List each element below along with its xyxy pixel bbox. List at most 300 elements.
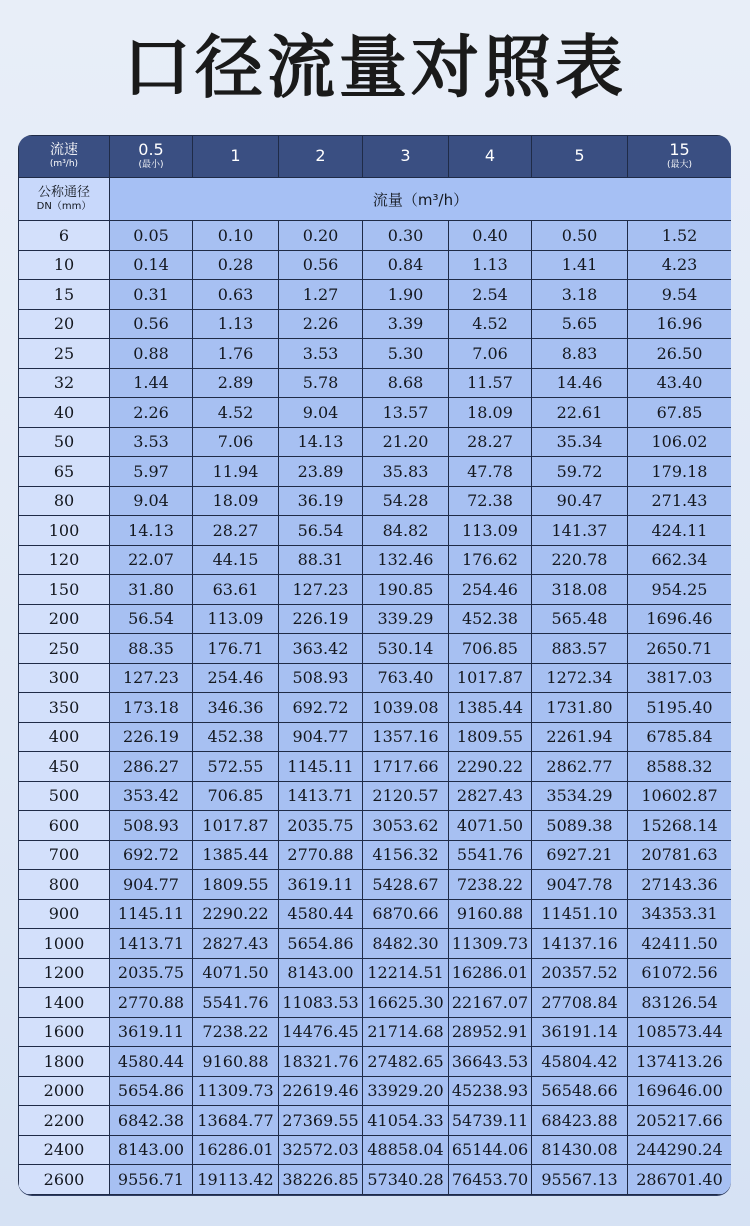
table-row — [19, 1106, 732, 1136]
speed-value: 1 — [230, 146, 241, 166]
table-row — [19, 634, 732, 664]
flow-table-container — [18, 135, 731, 1195]
speed-value: 3 — [400, 146, 411, 166]
flow-value-cell: 9.04 — [279, 398, 363, 428]
flow-value-cell: 11309.73 — [193, 1076, 279, 1106]
flow-value-cell: 4.23 — [628, 250, 732, 280]
flow-value-cell: 83126.54 — [628, 988, 732, 1018]
flow-value-cell: 8482.30 — [363, 929, 449, 959]
flow-value-cell: 6927.21 — [532, 840, 628, 870]
table-row — [19, 339, 732, 369]
flow-value-cell: 3.39 — [363, 309, 449, 339]
dn-cell: 700 — [19, 840, 110, 870]
flow-value-cell: 23.89 — [279, 457, 363, 487]
table-row — [19, 221, 732, 251]
flow-value-cell: 1.13 — [193, 309, 279, 339]
flow-value-cell: 14.46 — [532, 368, 628, 398]
flow-value-cell: 226.19 — [279, 604, 363, 634]
speed-value: 0.5 — [138, 140, 164, 160]
flow-value-cell: 1809.55 — [449, 722, 532, 752]
flow-value-cell: 28.27 — [193, 516, 279, 546]
table-row — [19, 929, 732, 959]
flow-value-cell: 176.62 — [449, 545, 532, 575]
flow-value-cell: 244290.24 — [628, 1135, 732, 1165]
flow-value-cell: 5.65 — [532, 309, 628, 339]
flow-value-cell: 3534.29 — [532, 781, 628, 811]
flow-value-cell: 706.85 — [449, 634, 532, 664]
table-row — [19, 752, 732, 782]
flow-value-cell: 3817.03 — [628, 663, 732, 693]
flow-value-cell: 141.37 — [532, 516, 628, 546]
dn-cell: 15 — [19, 280, 110, 310]
table-row — [19, 1165, 732, 1195]
flow-value-cell: 706.85 — [193, 781, 279, 811]
flow-value-cell: 84.82 — [363, 516, 449, 546]
flow-value-cell: 2035.75 — [279, 811, 363, 841]
flow-value-cell: 8588.32 — [628, 752, 732, 782]
dn-cell: 250 — [19, 634, 110, 664]
flow-value-cell: 4.52 — [449, 309, 532, 339]
flow-value-cell: 11309.73 — [449, 929, 532, 959]
dn-cell: 120 — [19, 545, 110, 575]
dn-cell: 20 — [19, 309, 110, 339]
flow-value-cell: 904.77 — [110, 870, 193, 900]
flow-value-cell: 1017.87 — [449, 663, 532, 693]
dn-cell: 80 — [19, 486, 110, 516]
flow-value-cell: 15268.14 — [628, 811, 732, 841]
dn-column-header — [19, 178, 110, 221]
flow-header: 流量（m³/h） — [110, 178, 732, 221]
flow-value-cell: 38226.85 — [279, 1165, 363, 1195]
flow-value-cell: 76453.70 — [449, 1165, 532, 1195]
flow-value-cell: 7238.22 — [449, 870, 532, 900]
dn-cell: 6 — [19, 221, 110, 251]
flow-value-cell: 36191.14 — [532, 1017, 628, 1047]
flow-value-cell: 27482.65 — [363, 1047, 449, 1077]
speed-column-header — [279, 136, 363, 178]
flow-value-cell: 56.54 — [110, 604, 193, 634]
dn-cell: 65 — [19, 457, 110, 487]
speed-header-row — [19, 136, 732, 178]
flow-value-cell: 13.57 — [363, 398, 449, 428]
flow-value-cell: 0.63 — [193, 280, 279, 310]
flow-value-cell: 1413.71 — [279, 781, 363, 811]
flow-value-cell: 127.23 — [279, 575, 363, 605]
flow-value-cell: 63.61 — [193, 575, 279, 605]
flow-value-cell: 4580.44 — [279, 899, 363, 929]
flow-value-cell: 14.13 — [110, 516, 193, 546]
flow-value-cell: 1145.11 — [110, 899, 193, 929]
speed-value: 4 — [484, 146, 496, 166]
dn-cell: 2000 — [19, 1076, 110, 1106]
speed-corner-header — [19, 136, 110, 178]
flow-value-cell: 1145.11 — [279, 752, 363, 782]
speed-column-header — [628, 136, 732, 178]
flow-value-cell: 692.72 — [110, 840, 193, 870]
dn-cell: 2600 — [19, 1165, 110, 1195]
flow-table — [18, 135, 731, 1195]
flow-value-cell: 54.28 — [363, 486, 449, 516]
table-row — [19, 663, 732, 693]
flow-value-cell: 0.50 — [532, 221, 628, 251]
flow-value-cell: 2035.75 — [110, 958, 193, 988]
flow-value-cell: 28952.91 — [449, 1017, 532, 1047]
flow-value-cell: 9160.88 — [193, 1047, 279, 1077]
dn-cell: 2200 — [19, 1106, 110, 1136]
flow-value-cell: 6785.84 — [628, 722, 732, 752]
dn-unit: DN（mm） — [36, 200, 92, 212]
table-row — [19, 1135, 732, 1165]
flow-value-cell: 28.27 — [449, 427, 532, 457]
flow-value-cell: 1385.44 — [193, 840, 279, 870]
flow-value-cell: 8.68 — [363, 368, 449, 398]
flow-value-cell: 19113.42 — [193, 1165, 279, 1195]
table-row — [19, 958, 732, 988]
flow-value-cell: 173.18 — [110, 693, 193, 723]
flow-value-cell: 0.20 — [279, 221, 363, 251]
flow-value-cell: 22619.46 — [279, 1076, 363, 1106]
flow-value-cell: 179.18 — [628, 457, 732, 487]
flow-value-cell: 59.72 — [532, 457, 628, 487]
flow-value-cell: 363.42 — [279, 634, 363, 664]
flow-value-cell: 90.47 — [532, 486, 628, 516]
flow-value-cell: 2.89 — [193, 368, 279, 398]
flow-value-cell: 32572.03 — [279, 1135, 363, 1165]
dn-label: 公称通径 — [37, 184, 90, 200]
flow-value-cell: 3.53 — [279, 339, 363, 369]
dn-cell: 150 — [19, 575, 110, 605]
dn-cell: 350 — [19, 693, 110, 723]
flow-value-cell: 5.97 — [110, 457, 193, 487]
flow-value-cell: 254.46 — [449, 575, 532, 605]
dn-cell: 1800 — [19, 1047, 110, 1077]
dn-cell: 32 — [19, 368, 110, 398]
flow-value-cell: 1.76 — [193, 339, 279, 369]
flow-value-cell: 5.78 — [279, 368, 363, 398]
flow-value-cell: 20357.52 — [532, 958, 628, 988]
flow-value-cell: 68423.88 — [532, 1106, 628, 1136]
flow-value-cell: 1.44 — [110, 368, 193, 398]
flow-value-cell: 42411.50 — [628, 929, 732, 959]
flow-value-cell: 95567.13 — [532, 1165, 628, 1195]
flow-value-cell: 2290.22 — [193, 899, 279, 929]
flow-value-cell: 18.09 — [449, 398, 532, 428]
flow-value-cell: 318.08 — [532, 575, 628, 605]
speed-corner-unit: (m³/h) — [49, 159, 79, 170]
flow-value-cell: 35.83 — [363, 457, 449, 487]
flow-value-cell: 1039.08 — [363, 693, 449, 723]
flow-value-cell: 27143.36 — [628, 870, 732, 900]
dn-cell: 1400 — [19, 988, 110, 1018]
flow-value-cell: 16.96 — [628, 309, 732, 339]
flow-value-cell: 1731.80 — [532, 693, 628, 723]
flow-value-cell: 48858.04 — [363, 1135, 449, 1165]
dn-cell: 600 — [19, 811, 110, 841]
table-row — [19, 722, 732, 752]
dn-cell: 300 — [19, 663, 110, 693]
flow-value-cell: 5089.38 — [532, 811, 628, 841]
table-row — [19, 1076, 732, 1106]
flow-value-cell: 339.29 — [363, 604, 449, 634]
flow-value-cell: 35.34 — [532, 427, 628, 457]
flow-value-cell: 36643.53 — [449, 1047, 532, 1077]
flow-value-cell: 108573.44 — [628, 1017, 732, 1047]
flow-value-cell: 5428.67 — [363, 870, 449, 900]
flow-value-cell: 0.88 — [110, 339, 193, 369]
flow-value-cell: 763.40 — [363, 663, 449, 693]
dn-cell: 2400 — [19, 1135, 110, 1165]
flow-value-cell: 0.31 — [110, 280, 193, 310]
flow-value-cell: 36.19 — [279, 486, 363, 516]
flow-value-cell: 56548.66 — [532, 1076, 628, 1106]
flow-value-cell: 2.26 — [110, 398, 193, 428]
flow-value-cell: 226.19 — [110, 722, 193, 752]
flow-value-cell: 1.41 — [532, 250, 628, 280]
flow-value-cell: 14137.16 — [532, 929, 628, 959]
speed-value: 2 — [315, 146, 326, 166]
label-header-row — [19, 178, 732, 221]
dn-cell: 800 — [19, 870, 110, 900]
table-row — [19, 1047, 732, 1077]
flow-value-cell: 883.57 — [532, 634, 628, 664]
flow-value-cell: 2650.71 — [628, 634, 732, 664]
table-row — [19, 693, 732, 723]
flow-value-cell: 346.36 — [193, 693, 279, 723]
table-row — [19, 840, 732, 870]
flow-value-cell: 41054.33 — [363, 1106, 449, 1136]
flow-value-cell: 4156.32 — [363, 840, 449, 870]
table-row — [19, 250, 732, 280]
flow-value-cell: 9160.88 — [449, 899, 532, 929]
flow-value-cell: 18321.76 — [279, 1047, 363, 1077]
flow-value-cell: 286.27 — [110, 752, 193, 782]
dn-cell: 500 — [19, 781, 110, 811]
dn-cell: 10 — [19, 250, 110, 280]
flow-value-cell: 662.34 — [628, 545, 732, 575]
flow-value-cell: 0.05 — [110, 221, 193, 251]
flow-value-cell: 137413.26 — [628, 1047, 732, 1077]
flow-value-cell: 5541.76 — [449, 840, 532, 870]
flow-value-cell: 8143.00 — [110, 1135, 193, 1165]
flow-value-cell: 0.56 — [110, 309, 193, 339]
flow-value-cell: 452.38 — [449, 604, 532, 634]
speed-column-header — [449, 136, 532, 178]
dn-cell: 1600 — [19, 1017, 110, 1047]
flow-value-cell: 1.52 — [628, 221, 732, 251]
dn-cell: 25 — [19, 339, 110, 369]
flow-value-cell: 5654.86 — [110, 1076, 193, 1106]
flow-value-cell: 176.71 — [193, 634, 279, 664]
flow-value-cell: 1809.55 — [193, 870, 279, 900]
flow-value-cell: 904.77 — [279, 722, 363, 752]
dn-cell: 1200 — [19, 958, 110, 988]
table-row — [19, 899, 732, 929]
flow-value-cell: 21.20 — [363, 427, 449, 457]
flow-value-cell: 2827.43 — [193, 929, 279, 959]
flow-value-cell: 132.46 — [363, 545, 449, 575]
flow-value-cell: 452.38 — [193, 722, 279, 752]
flow-value-cell: 565.48 — [532, 604, 628, 634]
flow-value-cell: 5195.40 — [628, 693, 732, 723]
flow-value-cell: 72.38 — [449, 486, 532, 516]
flow-value-cell: 2.26 — [279, 309, 363, 339]
flow-value-cell: 1.27 — [279, 280, 363, 310]
flow-value-cell: 45804.42 — [532, 1047, 628, 1077]
speed-column-header — [532, 136, 628, 178]
dn-cell: 40 — [19, 398, 110, 428]
flow-value-cell: 2770.88 — [279, 840, 363, 870]
speed-column-header — [363, 136, 449, 178]
flow-value-cell: 1272.34 — [532, 663, 628, 693]
table-row — [19, 1017, 732, 1047]
flow-value-cell: 7.06 — [193, 427, 279, 457]
flow-value-cell: 7.06 — [449, 339, 532, 369]
flow-value-cell: 6842.38 — [110, 1106, 193, 1136]
flow-value-cell: 61072.56 — [628, 958, 732, 988]
speed-value: 5 — [574, 146, 585, 166]
table-row — [19, 368, 732, 398]
flow-value-cell: 1413.71 — [110, 929, 193, 959]
flow-value-cell: 508.93 — [110, 811, 193, 841]
flow-value-cell: 3.18 — [532, 280, 628, 310]
flow-value-cell: 0.56 — [279, 250, 363, 280]
flow-value-cell: 254.46 — [193, 663, 279, 693]
flow-value-cell: 81430.08 — [532, 1135, 628, 1165]
flow-value-cell: 1717.66 — [363, 752, 449, 782]
flow-value-cell: 1696.46 — [628, 604, 732, 634]
dn-cell: 400 — [19, 722, 110, 752]
flow-value-cell: 286701.40 — [628, 1165, 732, 1195]
flow-value-cell: 3619.11 — [110, 1017, 193, 1047]
table-row — [19, 398, 732, 428]
flow-value-cell: 57340.28 — [363, 1165, 449, 1195]
flow-value-cell: 1017.87 — [193, 811, 279, 841]
flow-value-cell: 5654.86 — [279, 929, 363, 959]
flow-value-cell: 2.54 — [449, 280, 532, 310]
dn-cell: 200 — [19, 604, 110, 634]
table-row — [19, 486, 732, 516]
flow-value-cell: 0.84 — [363, 250, 449, 280]
flow-value-cell: 7238.22 — [193, 1017, 279, 1047]
flow-value-cell: 0.30 — [363, 221, 449, 251]
table-row — [19, 870, 732, 900]
flow-value-cell: 34353.31 — [628, 899, 732, 929]
flow-value-cell: 22.07 — [110, 545, 193, 575]
flow-value-cell: 14476.45 — [279, 1017, 363, 1047]
flow-value-cell: 1357.16 — [363, 722, 449, 752]
dn-cell: 1000 — [19, 929, 110, 959]
flow-value-cell: 22167.07 — [449, 988, 532, 1018]
flow-value-cell: 16625.30 — [363, 988, 449, 1018]
flow-value-cell: 4.52 — [193, 398, 279, 428]
flow-value-cell: 169646.00 — [628, 1076, 732, 1106]
flow-value-cell: 508.93 — [279, 663, 363, 693]
flow-value-cell: 13684.77 — [193, 1106, 279, 1136]
flow-value-cell: 16286.01 — [193, 1135, 279, 1165]
flow-value-cell: 22.61 — [532, 398, 628, 428]
dn-cell: 450 — [19, 752, 110, 782]
table-row — [19, 427, 732, 457]
table-row — [19, 545, 732, 575]
flow-value-cell: 205217.66 — [628, 1106, 732, 1136]
flow-value-cell: 1385.44 — [449, 693, 532, 723]
flow-value-cell: 0.40 — [449, 221, 532, 251]
flow-value-cell: 5.30 — [363, 339, 449, 369]
speed-note: (最大) — [666, 160, 693, 171]
speed-value: 15 — [669, 140, 690, 160]
table-row — [19, 280, 732, 310]
flow-value-cell: 572.55 — [193, 752, 279, 782]
flow-value-cell: 2862.77 — [532, 752, 628, 782]
flow-value-cell: 353.42 — [110, 781, 193, 811]
flow-value-cell: 271.43 — [628, 486, 732, 516]
flow-value-cell: 47.78 — [449, 457, 532, 487]
flow-value-cell: 44.15 — [193, 545, 279, 575]
flow-value-cell: 31.80 — [110, 575, 193, 605]
flow-value-cell: 11.57 — [449, 368, 532, 398]
speed-note: (最小) — [138, 160, 164, 171]
flow-value-cell: 3619.11 — [279, 870, 363, 900]
flow-value-cell: 88.31 — [279, 545, 363, 575]
dn-cell: 100 — [19, 516, 110, 546]
flow-value-cell: 2827.43 — [449, 781, 532, 811]
flow-value-cell: 18.09 — [193, 486, 279, 516]
flow-value-cell: 0.28 — [193, 250, 279, 280]
flow-value-cell: 56.54 — [279, 516, 363, 546]
flow-value-cell: 4580.44 — [110, 1047, 193, 1077]
table-row — [19, 457, 732, 487]
speed-column-header — [110, 136, 193, 178]
flow-value-cell: 9.54 — [628, 280, 732, 310]
flow-value-cell: 88.35 — [110, 634, 193, 664]
flow-value-cell: 530.14 — [363, 634, 449, 664]
table-body — [19, 221, 732, 1195]
flow-value-cell: 33929.20 — [363, 1076, 449, 1106]
flow-value-cell: 9047.78 — [532, 870, 628, 900]
table-row — [19, 604, 732, 634]
flow-value-cell: 27708.84 — [532, 988, 628, 1018]
flow-value-cell: 2770.88 — [110, 988, 193, 1018]
flow-value-cell: 10602.87 — [628, 781, 732, 811]
flow-value-cell: 3.53 — [110, 427, 193, 457]
flow-value-cell: 9.04 — [110, 486, 193, 516]
flow-value-cell: 11.94 — [193, 457, 279, 487]
flow-value-cell: 12214.51 — [363, 958, 449, 988]
flow-value-cell: 4071.50 — [449, 811, 532, 841]
flow-value-cell: 9556.71 — [110, 1165, 193, 1195]
flow-value-cell: 27369.55 — [279, 1106, 363, 1136]
table-row — [19, 811, 732, 841]
flow-value-cell: 54739.11 — [449, 1106, 532, 1136]
flow-value-cell: 106.02 — [628, 427, 732, 457]
dn-cell: 900 — [19, 899, 110, 929]
flow-value-cell: 2120.57 — [363, 781, 449, 811]
table-row — [19, 575, 732, 605]
flow-value-cell: 1.13 — [449, 250, 532, 280]
speed-corner-label: 流速 — [50, 142, 78, 159]
table-row — [19, 781, 732, 811]
speed-column-header — [193, 136, 279, 178]
flow-value-cell: 4071.50 — [193, 958, 279, 988]
flow-value-cell: 692.72 — [279, 693, 363, 723]
flow-value-cell: 0.14 — [110, 250, 193, 280]
flow-value-cell: 20781.63 — [628, 840, 732, 870]
flow-value-cell: 6870.66 — [363, 899, 449, 929]
flow-value-cell: 220.78 — [532, 545, 628, 575]
flow-value-cell: 1.90 — [363, 280, 449, 310]
flow-value-cell: 16286.01 — [449, 958, 532, 988]
flow-value-cell: 2290.22 — [449, 752, 532, 782]
